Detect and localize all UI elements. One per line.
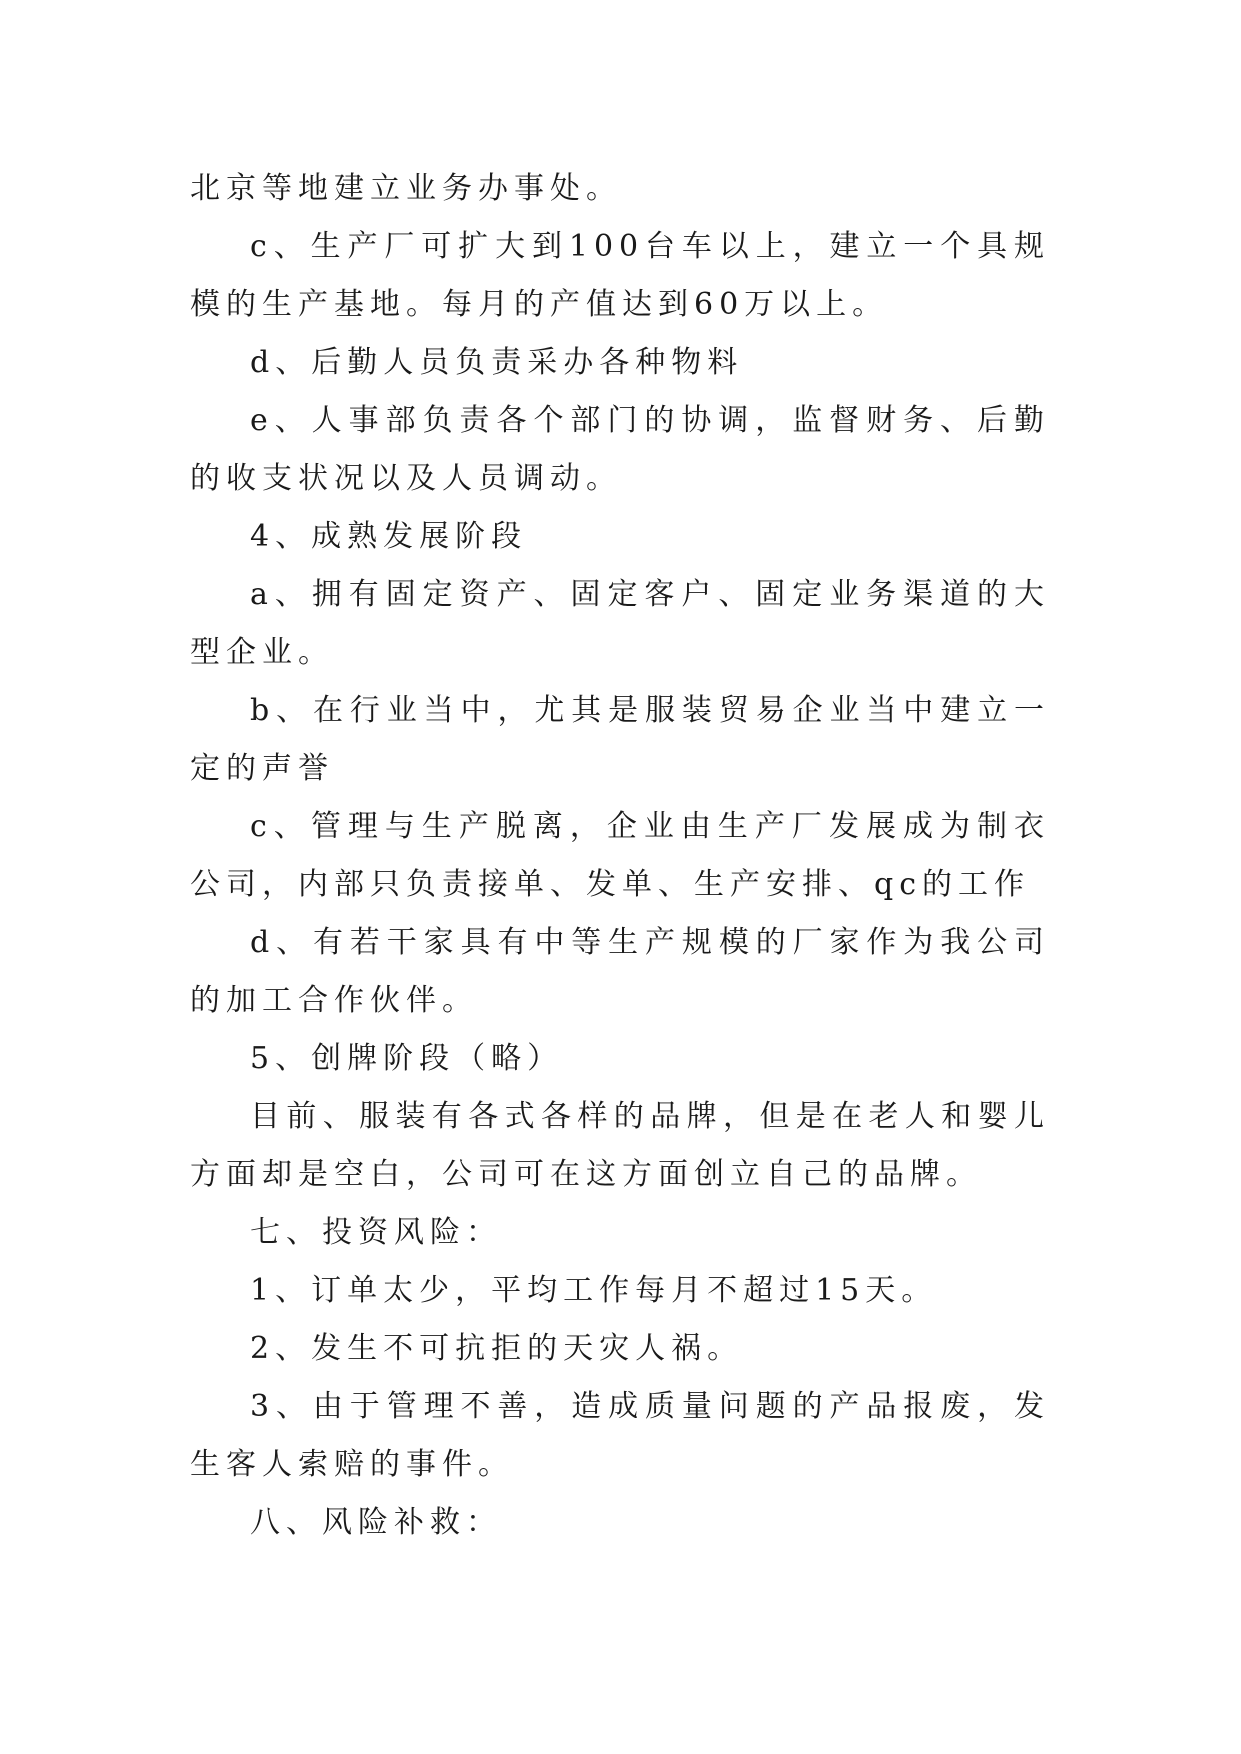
paragraph: 2、发生不可抗拒的天灾人祸。: [250, 1331, 744, 1366]
paragraph: e、人事部负责各个部门的协调，监督财务、后勤的收支状况以及人员调动。: [190, 403, 1050, 496]
section-heading: 七、投资风险：: [250, 1215, 502, 1250]
paragraph: c、生产厂可扩大到100台车以上，建立一个具规模的生产基地。每月的产值达到60万以上。: [190, 229, 1050, 322]
paragraph: 目前、服装有各式各样的品牌，但是在老人和婴儿方面却是空白，公司可在这方面创立自己的品牌。: [190, 1099, 1050, 1192]
paragraph: d、后勤人员负责采办各种物料: [250, 345, 744, 380]
paragraph: 1、订单太少，平均工作每月不超过15天。: [250, 1273, 938, 1308]
paragraph: d、有若干家具有中等生产规模的厂家作为我公司的加工合作伙伴。: [190, 925, 1050, 1018]
paragraph: 北京等地建立业务办事处。: [190, 171, 622, 206]
section-heading: 4、成熟发展阶段: [250, 519, 528, 554]
paragraph: a、拥有固定资产、固定客户、固定业务渠道的大型企业。: [190, 577, 1050, 670]
section-heading: 5、创牌阶段（略）: [250, 1041, 564, 1076]
paragraph: 3、由于管理不善，造成质量问题的产品报废，发生客人索赔的事件。: [190, 1389, 1050, 1482]
section-heading: 八、风险补救：: [250, 1505, 502, 1540]
document-body: [190, 160, 1050, 1552]
paragraph: b、在行业当中，尤其是服装贸易企业当中建立一定的声誉: [190, 693, 1050, 786]
paragraph: c、管理与生产脱离，企业由生产厂发展成为制衣公司，内部只负责接单、发单、生产安排、qc的工作: [190, 809, 1050, 902]
